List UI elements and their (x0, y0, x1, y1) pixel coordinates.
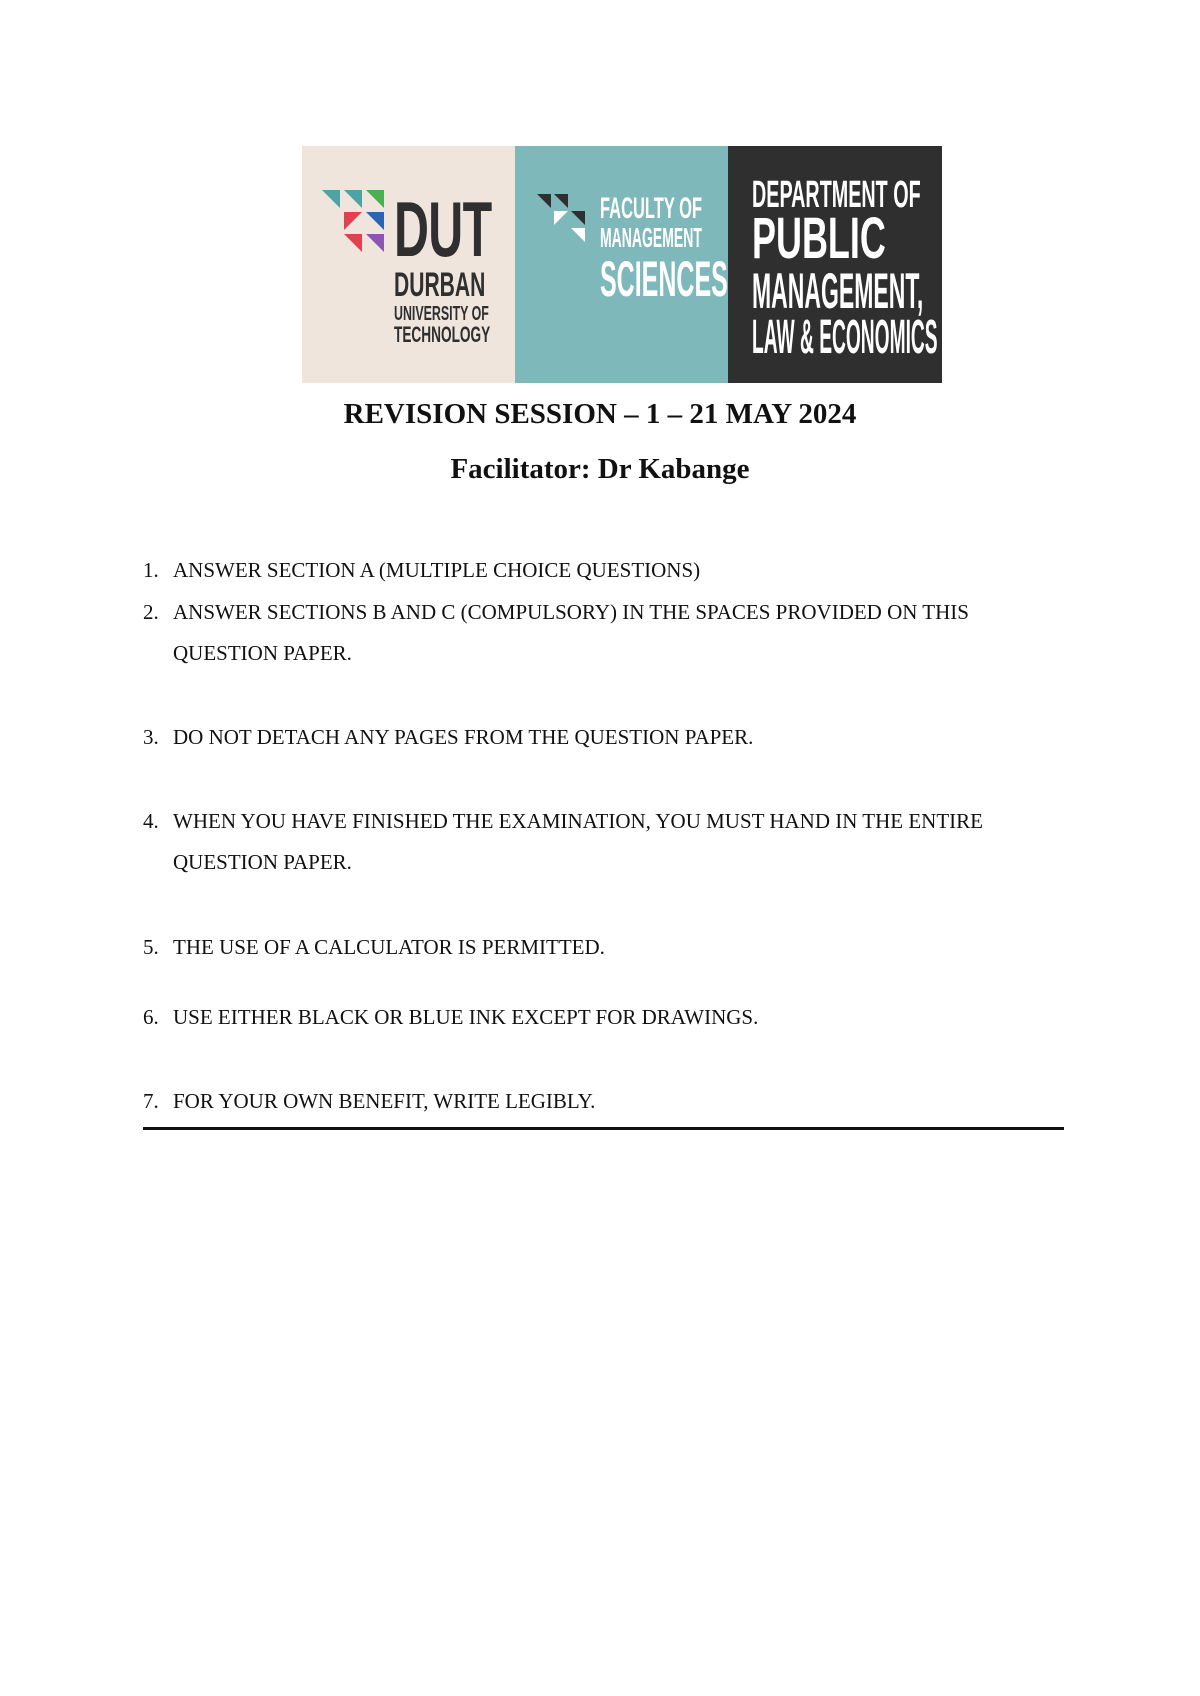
department-line-4: LAW & ECONOMICS (752, 311, 938, 364)
instruction-text: ANSWER SECTIONS B AND C (COMPULSORY) IN THE SPACES PROVIDED ON THIS QUESTION PAPER. (173, 600, 969, 665)
page-title: REVISION SESSION – 1 – 21 MAY 2024 (343, 398, 857, 430)
dut-logo-text: DUT (394, 185, 492, 273)
department-line-1: DEPARTMENT OF (752, 174, 921, 216)
instruction-number: 5. (143, 935, 159, 959)
instruction-number: 6. (143, 1005, 159, 1029)
dut-technology-text: TECHNOLOGY (394, 322, 491, 347)
instruction-text: USE EITHER BLACK OR BLUE INK EXCEPT FOR DRAWINGS. (173, 1005, 759, 1029)
dut-logo-panel (302, 146, 515, 383)
instruction-text: THE USE OF A CALCULATOR IS PERMITTED. (173, 935, 605, 959)
faculty-line-2: MANAGEMENT (600, 222, 702, 253)
facilitator-line: Facilitator: Dr Kabange (450, 453, 750, 485)
instruction-text: DO NOT DETACH ANY PAGES FROM THE QUESTION PAPER. (173, 725, 754, 749)
header-banner-logo (302, 146, 942, 383)
faculty-line-1: FACULTY OF (600, 192, 703, 225)
instruction-number: 4. (143, 809, 159, 833)
instruction-text: ANSWER SECTION A (MULTIPLE CHOICE QUESTIONS) (173, 558, 701, 582)
dut-durban-text: DURBAN (394, 266, 486, 304)
instruction-text: FOR YOUR OWN BENEFIT, WRITE LEGIBLY. (173, 1089, 596, 1113)
instruction-number: 2. (143, 600, 159, 624)
faculty-triangles-icon (537, 194, 597, 254)
department-line-2: PUBLIC (752, 206, 886, 271)
dut-triangles-icon (322, 190, 402, 280)
instruction-number: 7. (143, 1089, 159, 1113)
instruction-text: WHEN YOU HAVE FINISHED THE EXAMINATION, YOU MUST HAND IN THE ENTIRE QUESTION PAPER. (173, 809, 983, 874)
dut-university-text: UNIVERSITY OF (394, 303, 489, 325)
instruction-number: 1. (143, 558, 159, 582)
instruction-number: 3. (143, 725, 159, 749)
department-panel (728, 146, 942, 383)
faculty-panel (515, 146, 728, 383)
department-line-3: MANAGEMENT, (752, 263, 924, 319)
faculty-line-3: SCIENCES (600, 251, 728, 307)
horizontal-rule (143, 1127, 1064, 1130)
